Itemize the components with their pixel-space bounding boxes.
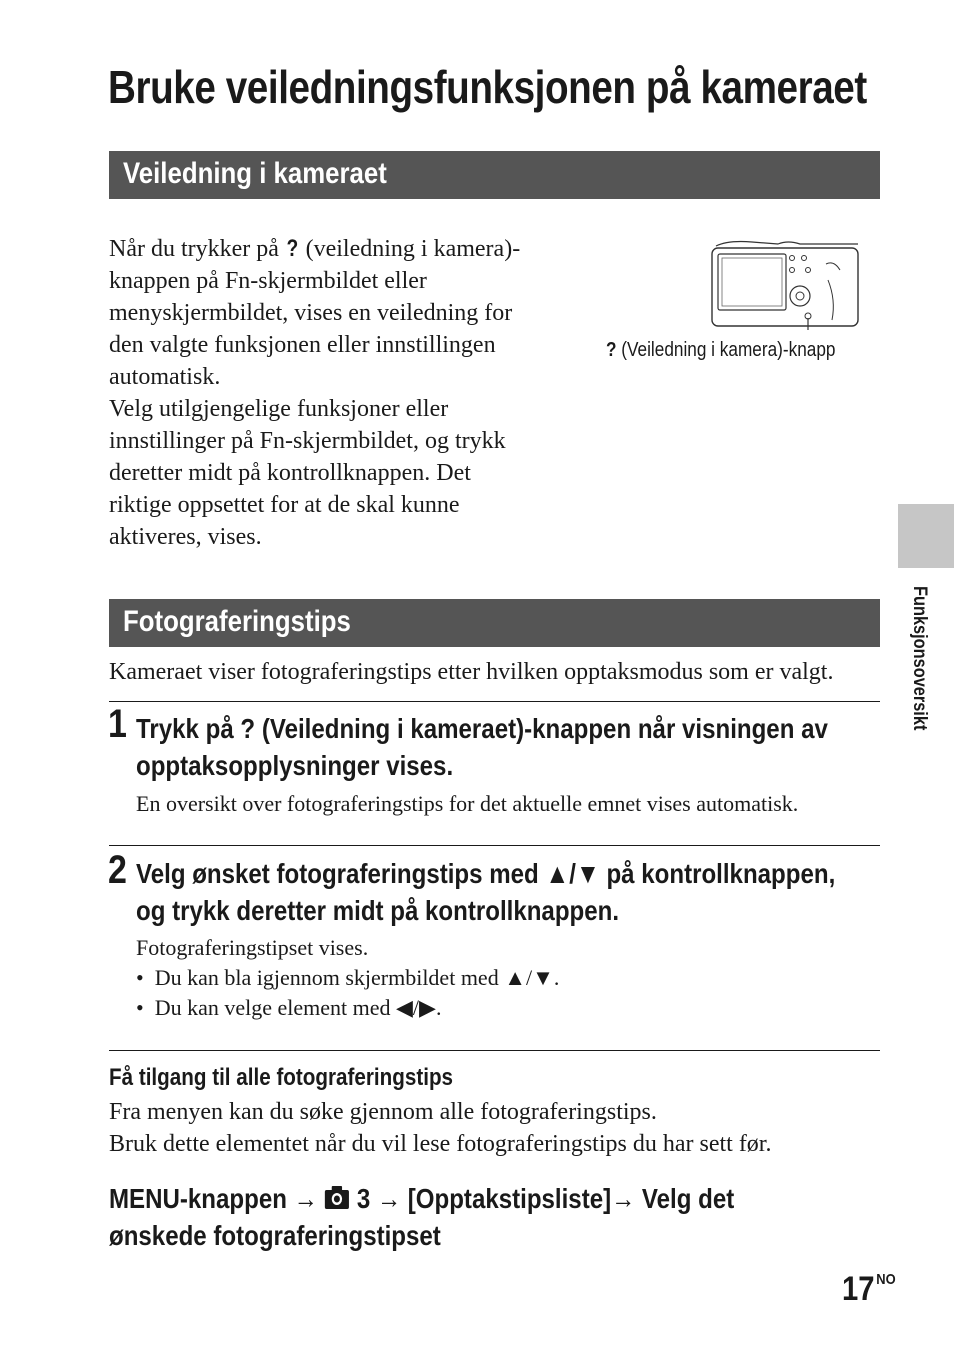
bullet-item: • Du kan velge element med ◀/▶. (136, 995, 442, 1020)
arrow-right-icon: → (611, 1183, 636, 1214)
divider (109, 701, 880, 702)
section-heading-fotograferingstips (109, 599, 880, 647)
side-tab-label: Funksjonsoversikt (909, 586, 930, 731)
intro-paragraph: Når du trykker på ? (veiledning i kamera)-knappen på Fn-skjermbildet eller menyskjermbildet, vises en veiledning for den valgte funksjonen eller innstillingen automatisk. Velg utilgjengelige funksjoner eller innstillinger på Fn-skjermbildet, og trykk deretter midt på kontrollknappen. Det riktige oppsettet for at de skal kunne aktiveres, vises. (109, 235, 521, 550)
subsection-heading: Få tilgang til alle fotograferingstips (109, 1064, 454, 1091)
bullet-item: • Du kan bla igjennom skjermbildet med ▲/▼. (136, 965, 560, 990)
divider (109, 845, 880, 846)
figure-caption: ? (Veiledning i kamera)-knapp (606, 339, 836, 361)
step2-body: Fotograferingstipset vises. (136, 935, 369, 960)
page-number: 17 $^{NO}$ (842, 1270, 896, 1308)
side-tab-marker (898, 504, 954, 568)
section-heading-veiledning (109, 151, 880, 199)
step-number-2: 2 (108, 848, 127, 892)
help-icon: ? (606, 339, 617, 361)
camera-tab-icon (324, 1184, 350, 1210)
menu-path: MENU-knappen → 3 → [Opptakstipsliste]→ Velg det ønskede fotograferingstipset (109, 1183, 735, 1251)
camera-back-illustration (708, 240, 862, 330)
arrow-right-icon: → (293, 1183, 318, 1214)
subsection-line-2: Bruk dette elementet når du vil lese fotograferingstips du har sett før. (109, 1131, 772, 1157)
arrow-right-icon: → (376, 1183, 402, 1214)
help-icon: ? (240, 713, 256, 744)
help-icon: ? (286, 235, 299, 262)
step1-body: En oversikt over fotograferingstips for det aktuelle emnet vises automatisk. (136, 791, 799, 816)
step-number-1: 1 (108, 702, 127, 746)
subsection-line-1: Fra menyen kan du søke gjennom alle fotograferingstips. (109, 1099, 657, 1125)
section-heading-text: Fotograferingstips (123, 605, 351, 638)
step1-title: Trykk på ? (Veiledning i kameraet)-knappen når visningen av opptaksopplysninger vises. (136, 713, 828, 781)
section2-intro: Kameraet viser fotograferingstips etter hvilken opptaksmodus som er valgt. (109, 659, 834, 685)
step2-title: Velg ønsket fotograferingstips med ▲/▼ på kontrollknappen, og trykk deretter midt på kontrollknappen. (136, 858, 836, 926)
section-heading-text: Veiledning i kameraet (123, 157, 387, 190)
intro-paragraph-2: Velg utilgjengelige funksjoner eller innstillinger på Fn-skjermbildet, og trykk deretter midt på kontrollknappen. Det riktige oppsettet for at de skal kunne aktiveres, vises. (109, 396, 506, 550)
page-title: Bruke veiledningsfunksjonen på kameraet (108, 61, 867, 113)
divider (109, 1050, 880, 1051)
